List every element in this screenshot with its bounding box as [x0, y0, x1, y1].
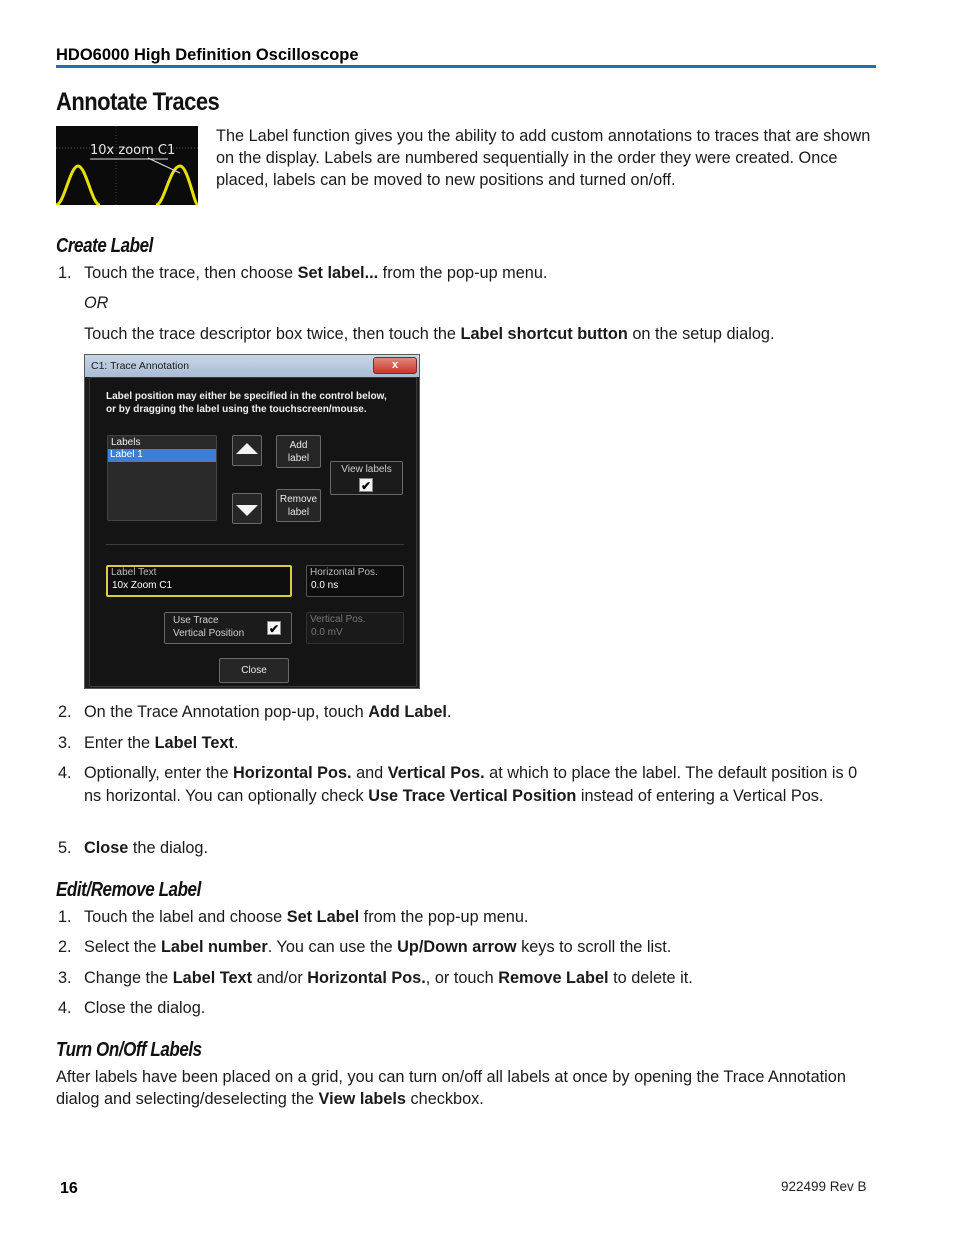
horizontal-pos-value: 0.0 ns [311, 580, 339, 591]
create-alternative: Touch the trace descriptor box twice, then touch the Label shortcut button on the setup dialog. [84, 325, 775, 343]
labels-list-header: Labels [111, 437, 141, 448]
remove-label-button[interactable]: Remove label [276, 489, 321, 522]
view-labels-toggle[interactable]: View labels ✔ [330, 461, 403, 495]
section-heading-edit-remove-label: Edit/Remove Label [56, 879, 201, 901]
section-heading-turn-on-off-labels: Turn On/Off Labels [56, 1039, 202, 1061]
list-item-label-1[interactable]: Label 1 [108, 449, 216, 462]
add-label-button[interactable]: Add label [276, 435, 321, 468]
use-trace-checkbox[interactable]: ✔ [268, 622, 280, 636]
or-text: OR [84, 294, 109, 312]
section-heading-create-label: Create Label [56, 235, 153, 257]
vertical-pos-field: Vertical Pos. 0.0 mV [306, 612, 404, 644]
view-labels-checkbox[interactable]: ✔ [360, 479, 372, 493]
dialog-titlebar [85, 355, 419, 377]
vertical-pos-value: 0.0 mV [311, 627, 343, 638]
dialog-instructions-2: or by dragging the label using the touchscreen/mouse. [106, 404, 367, 415]
header-rule [56, 65, 876, 68]
label-text-value: 10x Zoom C1 [112, 580, 173, 591]
down-arrow-icon [233, 494, 261, 523]
divider [106, 544, 404, 545]
document-revision: 922499 Rev B [781, 1179, 867, 1194]
page-title: Annotate Traces [56, 88, 220, 116]
running-header: HDO6000 High Definition Oscilloscope [56, 46, 359, 64]
use-trace-vertical-toggle[interactable]: Use Trace Vertical Position ✔ [164, 612, 292, 644]
label-text-field[interactable]: Label Text 10x Zoom C1 [106, 565, 292, 597]
trace-annotation-dialog [84, 354, 420, 689]
page-number: 16 [60, 1180, 78, 1197]
close-button[interactable]: Close [219, 658, 289, 683]
down-arrow-button[interactable] [232, 493, 262, 524]
dialog-title: C1: Trace Annotation [91, 360, 190, 372]
labels-list[interactable] [107, 435, 217, 521]
horizontal-pos-field[interactable]: Horizontal Pos. 0.0 ns [306, 565, 404, 597]
close-icon[interactable]: x [373, 357, 417, 374]
trace-waveform-image [56, 126, 198, 205]
zoom-label-thumbnail [56, 126, 198, 205]
thumbnail-label-text: 10x zoom C1 [90, 143, 176, 158]
intro-paragraph: The Label function gives you the ability to add custom annotations to traces that are shown on the display. Labels are numbered sequentially in the order they were created. Once placed, labels can be moved to new positions and turned on/off. [216, 127, 871, 189]
dialog-body [89, 377, 417, 687]
up-arrow-button[interactable] [232, 435, 262, 466]
dialog-instructions-1: Label position may either be specified in the control below, [106, 391, 387, 402]
toggle-paragraph: After labels have been placed on a grid, you can turn on/off all labels at once by opening the Trace Annotation dialog and selecting/deselecting the View labels checkbox. [56, 1068, 846, 1108]
up-arrow-icon [233, 436, 261, 465]
